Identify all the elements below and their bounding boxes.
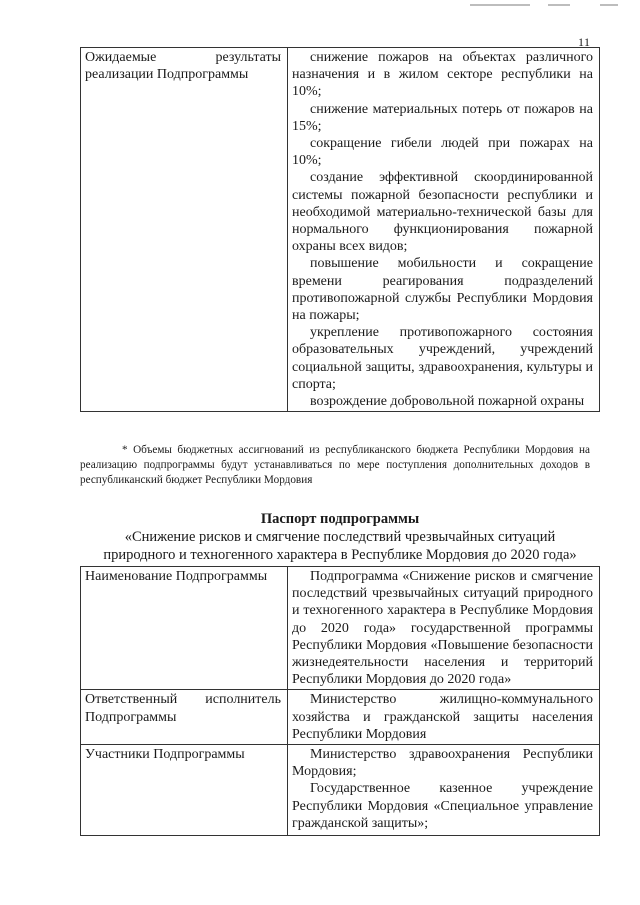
passport-subtitle-line2: природного и техногенного характера в Республике Мордовия до 2020 года»: [103, 547, 577, 563]
label-text: Участники Подпрограммы: [85, 747, 245, 763]
list-item: создание эффективной скоординированной системы пожарной безопасности республики и необходимой материально-технической базы для нормального функционирования пожарной охраны всех видов;: [292, 170, 593, 255]
list-item: Министерство здравоохранения Республики Мордовия;: [292, 747, 593, 780]
row-content: [288, 745, 600, 836]
table-row: [81, 745, 600, 836]
passport-subtitle-line1: «Снижение рисков и смягчение последствий чрезвычайных ситуаций: [124, 529, 556, 545]
page-number: 11: [578, 35, 591, 49]
row-content: [288, 567, 600, 690]
results-table: [80, 47, 600, 412]
list-item: укрепление противопожарного состояния образовательных учреждений, учреждений социальной защиты, здравоохранения, культуры и спорта;: [292, 325, 593, 392]
table-row: [81, 48, 600, 412]
table-row: [81, 567, 600, 690]
list-item: повышение мобильности и сокращение времени реагирования подразделений противопожарной службы Республики Мордовия на пожары;: [292, 256, 593, 324]
label-text: Наименование Подпрограммы: [85, 569, 268, 584]
passport-table: [80, 566, 600, 836]
label-text: Ожидаемые результаты реализации Подпрограммы: [85, 50, 281, 83]
list-item: Подпрограмма «Снижение рисков и смягчение последствий чрезвычайных ситуаций природного и техногенного характера в Республике Мордовия до 2020 года» государственной программы Республики Мордовия «Повышение безопасности жизнедеятельности населения и территорий Республики Мордовия до 2020 года»: [292, 569, 593, 688]
list-item: возрождение добровольной пожарной охраны: [310, 394, 585, 410]
row-content: [288, 48, 600, 412]
label-text: Ответственный исполнитель Подпрограммы: [85, 692, 281, 725]
scan-speck: [548, 4, 570, 6]
list-item: сокращение гибели людей при пожарах на 10%;: [292, 136, 593, 169]
table-row: [81, 690, 600, 745]
row-label: [81, 745, 288, 836]
list-item: снижение пожаров на объектах различного назначения и в жилом секторе республики на 10%;: [292, 50, 593, 100]
list-item: Министерство жилищно-коммунального хозяйства и гражданской защиты населения Республики Мордовия: [292, 692, 593, 742]
row-label: [81, 690, 288, 745]
passport-title: Паспорт подпрограммы: [260, 511, 420, 527]
scan-speck: [470, 4, 530, 6]
list-item: Государственное казенное учреждение Республики Мордовия «Специальное управление гражданской защиты»;: [292, 781, 593, 831]
list-item: снижение материальных потерь от пожаров на 15%;: [292, 101, 593, 134]
scan-speck: [600, 4, 618, 6]
footnote-text: * Объемы бюджетных ассигнований из республиканского бюджета Республики Мордовия на реализацию подпрограммы будут устанавливаться по мере поступления дополнительных доходов в республиканский бюджет Республики Мордовия: [80, 444, 590, 486]
row-label: [81, 48, 288, 412]
row-content: [288, 690, 600, 745]
footnote: [80, 443, 590, 488]
row-label: [81, 567, 288, 690]
